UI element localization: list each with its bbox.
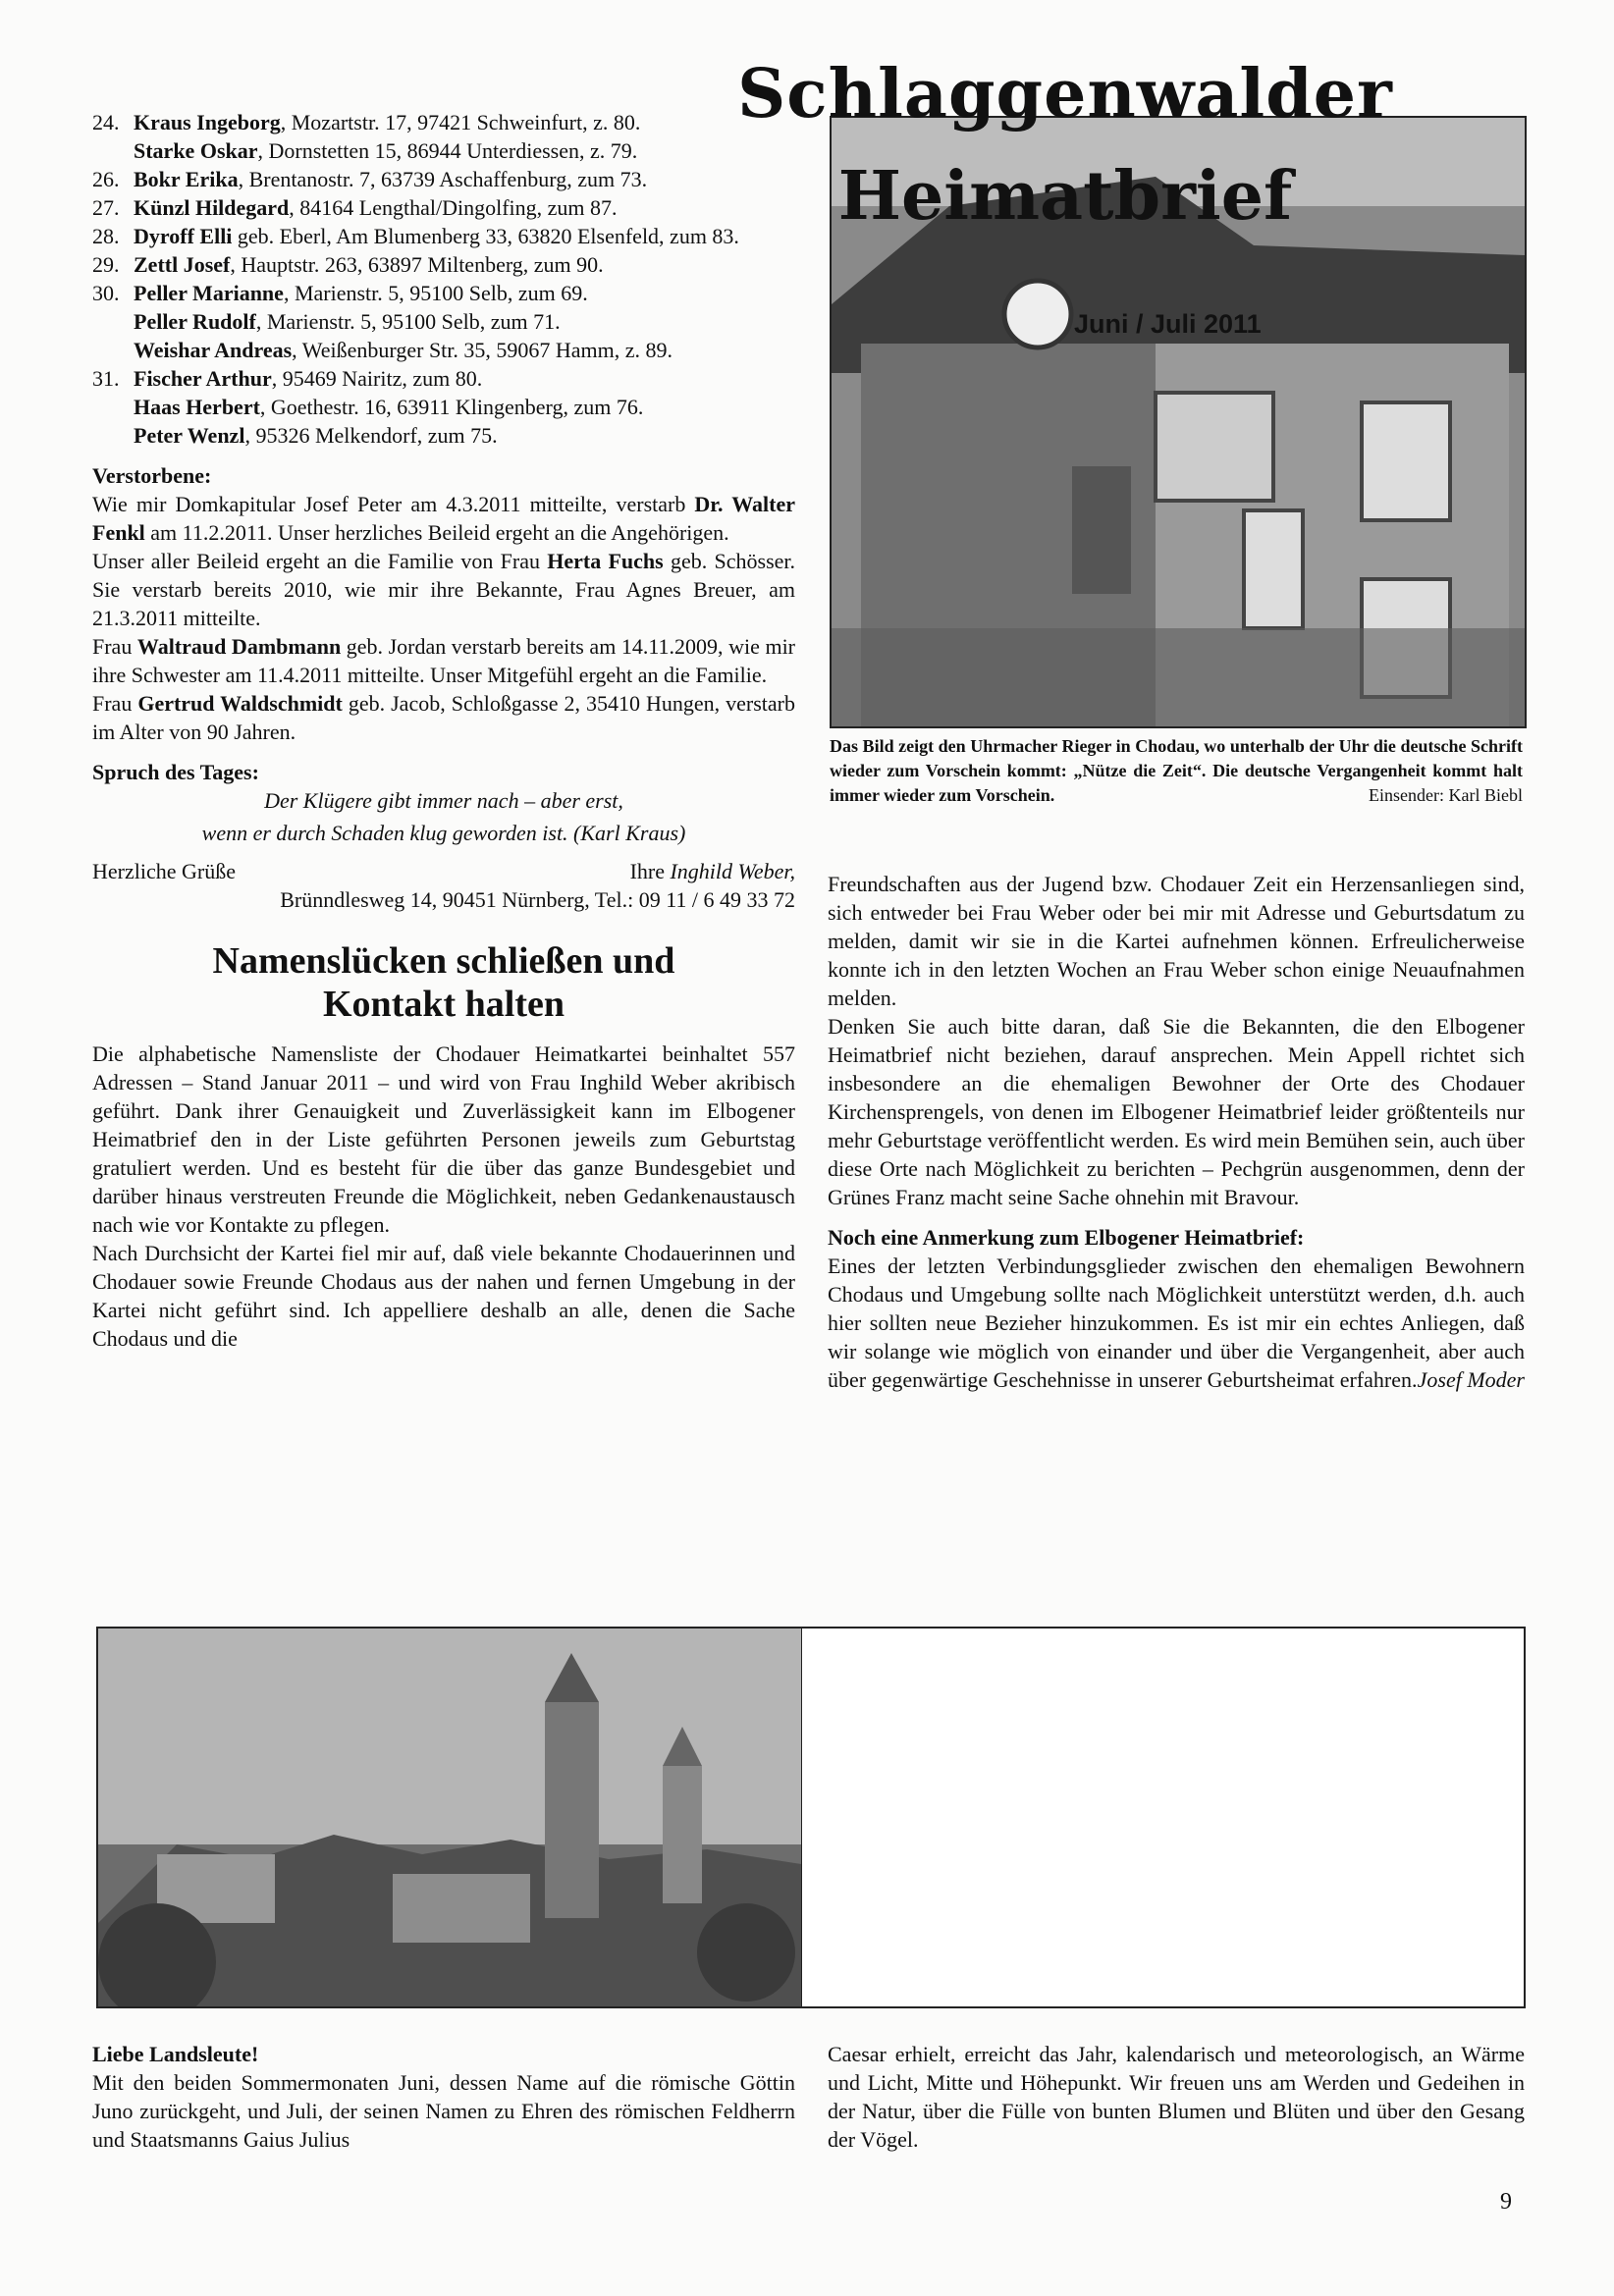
- page-number: 9: [1500, 2189, 1512, 2215]
- birthday-entry: Fischer Arthur, 95469 Nairitz, zum 80.: [134, 366, 483, 391]
- saying-line: wenn er durch Schaden klug geworden ist. (Karl Kraus): [201, 821, 686, 845]
- birthday-entry: Starke Oskar, Dornstetten 15, 86944 Unterdiessen, z. 79.: [134, 138, 638, 163]
- masthead-title: Schlaggenwalder: [737, 55, 1393, 133]
- birthday-entry: Zettl Josef, Hauptstr. 263, 63897 Miltenberg, zum 90.: [134, 252, 604, 277]
- birthday-entry: Peller Rudolf, Marienstr. 5, 95100 Selb, zum 71.: [134, 309, 561, 334]
- sender-address: Brünndlesweg 14, 90451 Nürnberg, Tel.: 09 11 / 6 49 33 72: [280, 887, 795, 912]
- birthday-day: 30.: [92, 281, 120, 305]
- article-paragraph: Denken Sie auch bitte daran, daß Sie die Bekannten, die den Elbogener Heimatbrief nicht beziehen, darauf ansprechen. Mein Appell richtet sich insbesondere an die ehemaligen Bewohner der Orte des Chodauer Kirchensprengels, von denen im Elbogener Heimatbrief leider größtenteils nur mehr Geburtstage veröffentlicht werden. Es wird mein Bemühen sein, auch über diese Orte nach Möglichkeit zu berichten – Pechgrün ausgenommen, denn der Grünes Franz macht seine Sache ohnehin mit Bravour.: [828, 1014, 1525, 1209]
- birthday-group: [92, 279, 795, 364]
- birthday-entry: Peller Marianne, Marienstr. 5, 95100 Selb, zum 69.: [134, 281, 588, 305]
- masthead-banner: [96, 1627, 1526, 2008]
- saying-heading: Spruch des Tages:: [92, 760, 259, 784]
- birthday-day: 27.: [92, 195, 120, 220]
- birthday-list: [92, 108, 795, 450]
- deceased-heading: Verstorbene:: [92, 463, 212, 488]
- deceased-paragraph: Unser aller Beileid ergeht an die Familie von Frau Herta Fuchs geb. Schösser. Sie verstarb bereits 2010, wie mir ihre Bekannte, Frau Agnes Breuer, am 21.3.2011 mitteilte.: [92, 549, 796, 630]
- left-column: [92, 108, 795, 1353]
- masthead-subtitle: Heimatbrief: [837, 157, 1293, 236]
- birthday-group: [92, 364, 795, 450]
- town-panorama-photo: [98, 1629, 802, 2006]
- deceased-paragraph: Frau Waltraud Dambmann geb. Jordan verstarb bereits am 14.11.2009, wie mir ihre Schwester am 11.4.2011 mitteilte. Unser Mitgefühl ergeht an die Familie.: [92, 634, 796, 687]
- intro-right: [828, 2040, 1525, 2154]
- article-paragraph: Eines der letzten Verbindungsglieder zwischen den ehemaligen Bewohnern Chodaus und Umgebung sollte nach Möglichkeit unterstützt werden, d.h. auch hier sollten neue Bezieher hinzukommen. Es ist mir ein echtes Anliegen, daß wir solange wie möglich von einander und über die Vergangenheit, aber auch über gegenwärtige Geschehnisse in unserer Geburtsheimat erfahren. Josef Moder: [828, 1254, 1525, 1392]
- article-paragraph: Freundschaften aus der Jugend bzw. Chodauer Zeit ein Herzensanliegen sind, sich entweder bei Frau Weber oder bei mir mit Adresse und Geburtsdatum zu melden, damit wir sie in die Kartei aufnehmen können. Erfreulicherweise konnte ich in den letzten Wochen an Frau Weber schon einige Neuaufnahmen melden.: [828, 872, 1525, 1010]
- intro-left: [92, 2040, 795, 2154]
- birthday-day: 29.: [92, 252, 120, 277]
- intro-paragraph: Mit den beiden Sommermonaten Juni, dessen Name auf die römische Göttin Juno zurückgeht, und Juli, der seinen Namen zu Ehren des römischen Feldherrn und Staatsmanns Gaius Julius: [92, 2070, 795, 2152]
- intro-paragraph: Caesar erhielt, erreicht das Jahr, kalendarisch und meteorologisch, an Wärme und Licht, Mitte und Höhepunkt. Wir freuen uns am Werden und Gedeihen in der Natur, über die Fülle von bunten Blumen und Blüten und über den Gesang der Vögel.: [828, 2042, 1525, 2152]
- photo-caption: Das Bild zeigt den Uhrmacher Rieger in Chodau, wo unterhalb der Uhr die deutsche Schrift wieder zum Vorschein kommt: „Nütze die Zeit“. Die deutsche Vergangenheit kommt halt immer wieder zum Vorschein. Einsender: Karl Biebl: [830, 736, 1523, 805]
- issue-date: Juni / Juli 2011: [1074, 309, 1262, 339]
- birthday-entry: Künzl Hildegard, 84164 Lengthal/Dingolfing, zum 87.: [134, 195, 618, 220]
- birthday-entry: Kraus Ingeborg, Mozartstr. 17, 97421 Schweinfurt, z. 80.: [134, 110, 641, 134]
- birthday-day: 24.: [92, 110, 120, 134]
- article-headline: Namenslücken schließen und Kontakt halten: [212, 940, 675, 1025]
- intro-heading: Liebe Landsleute!: [92, 2042, 259, 2066]
- article-paragraph: Nach Durchsicht der Kartei fiel mir auf, daß viele bekannte Chodauerinnen und Chodauer sowie Freunde Chodaus aus der nahen und fernen Umgebung in der Kartei nicht geführt sind. Ich appelliere deshalb an alle, denen die Sache Chodaus und die: [92, 1241, 795, 1351]
- greeting: Herzliche Grüße Ihre Inghild Weber,: [92, 859, 795, 883]
- birthday-group: [92, 165, 795, 193]
- birthday-entry: Peter Wenzl, 95326 Melkendorf, zum 75.: [134, 423, 498, 448]
- article-paragraph: Die alphabetische Namensliste der Chodauer Heimatkartei beinhaltet 557 Adressen – Stand Januar 2011 – und wird von Frau Inghild Weber akribisch geführt. Dank ihrer Genauigkeit und Zuverlässigkeit kann im Elbogener Heimatbrief den in der Liste geführten Personen jeweils zum Geburtstag gratuliert werden. Und es besteht für die über das ganze Bundesgebiet und darüber hinaus verstreuten Freunde die Möglichkeit, neben Gedankenaustausch nach wie vor Kontakte zu pflegen.: [92, 1041, 795, 1237]
- birthday-group: [92, 250, 795, 279]
- birthday-entry: Weishar Andreas, Weißenburger Str. 35, 59067 Hamm, z. 89.: [134, 338, 673, 362]
- deceased-paragraph: Wie mir Domkapitular Josef Peter am 4.3.2011 mitteilte, verstarb Dr. Walter Fenkl am 11.2.2011. Unser herzliches Beileid ergeht an die Angehörigen.: [92, 492, 795, 545]
- birthday-entry: Dyroff Elli geb. Eberl, Am Blumenberg 33, 63820 Elsenfeld, zum 83.: [134, 224, 739, 248]
- author: Josef Moder: [1417, 1367, 1525, 1392]
- birthday-group: [92, 193, 795, 222]
- birthday-entry: Bokr Erika, Brentanostr. 7, 63739 Aschaffenburg, zum 73.: [134, 167, 648, 191]
- right-column: [828, 870, 1525, 1394]
- birthday-day: 26.: [92, 167, 120, 191]
- birthday-day: 28.: [92, 224, 120, 248]
- birthday-group: [92, 108, 795, 165]
- saying-line: Der Klügere gibt immer nach – aber erst,: [264, 788, 623, 813]
- deceased-paragraph: Frau Gertrud Waldschmidt geb. Jacob, Schloßgasse 2, 35410 Hungen, verstarb im Alter von 90 Jahren.: [92, 691, 795, 744]
- birthday-group: [92, 222, 795, 250]
- note-heading: Noch eine Anmerkung zum Elbogener Heimatbrief:: [828, 1225, 1305, 1250]
- birthday-day: 31.: [92, 366, 120, 391]
- birthday-entry: Haas Herbert, Goethestr. 16, 63911 Klingenberg, zum 76.: [134, 395, 644, 419]
